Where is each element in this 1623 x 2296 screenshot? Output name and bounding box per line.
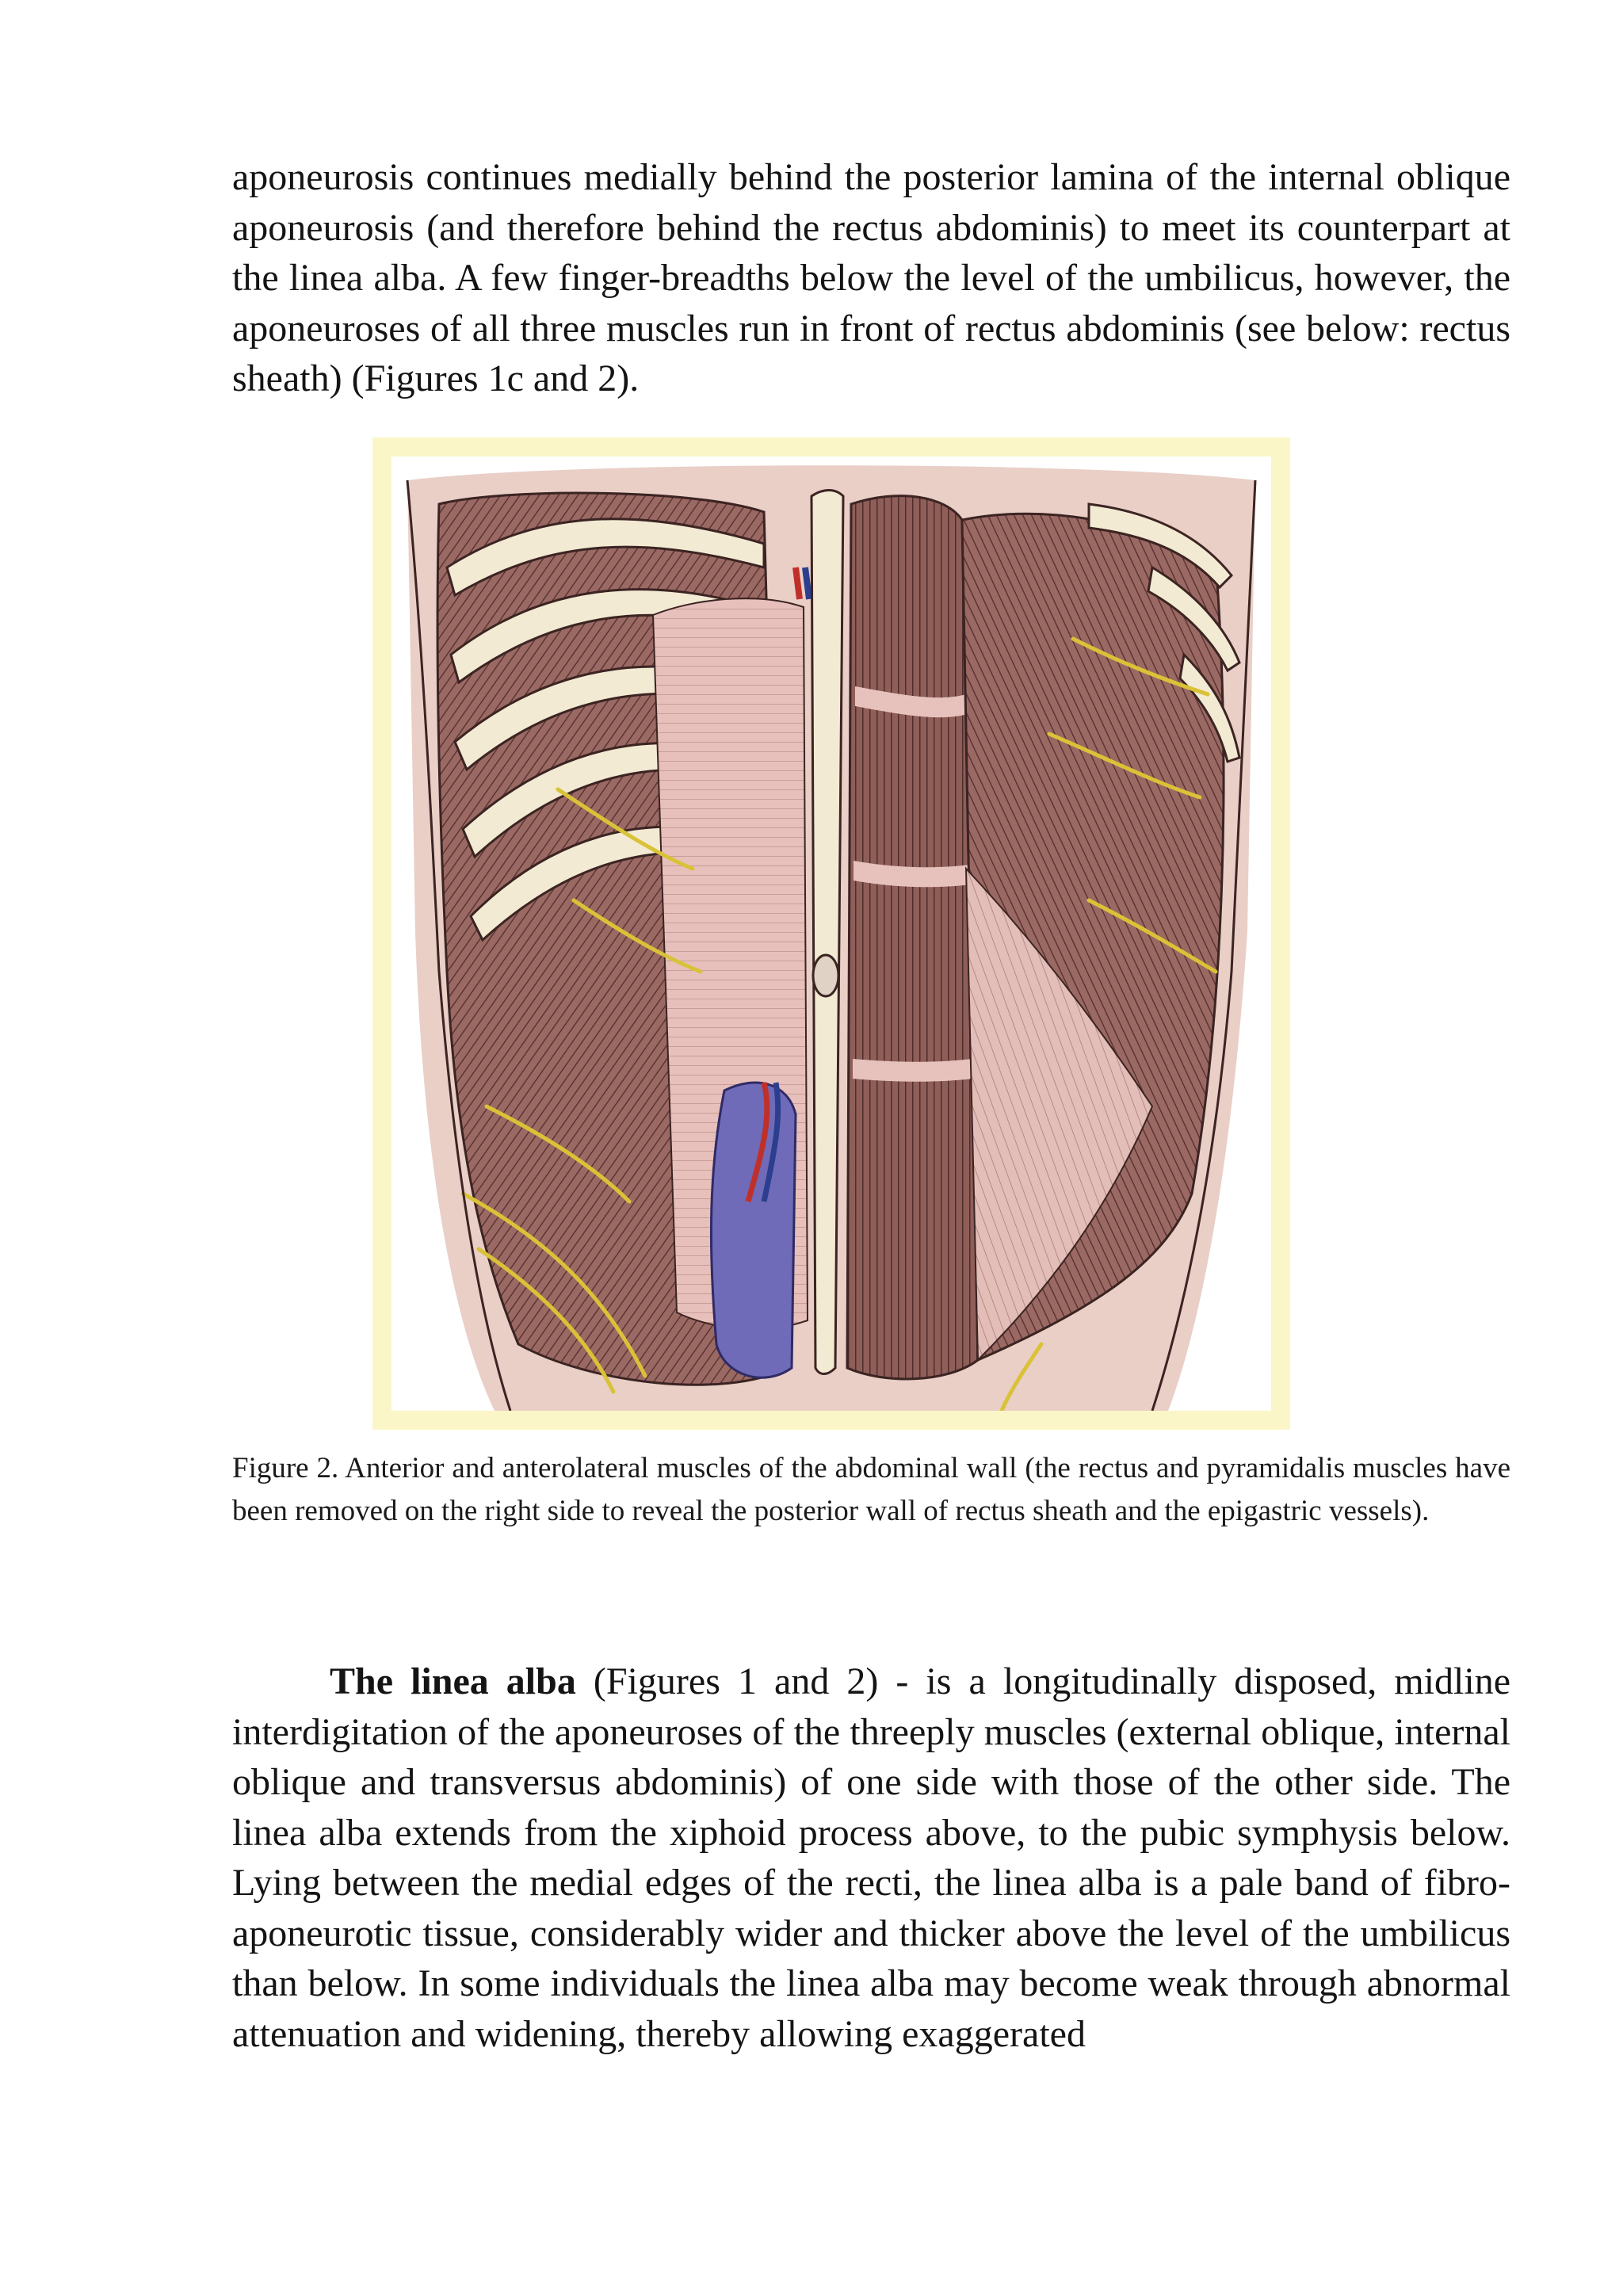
- term-linea-alba: The linea alba: [330, 1660, 576, 1702]
- body-paragraph-bottom: [232, 1656, 1510, 2059]
- abdominal-wall-illustration: [391, 457, 1271, 1411]
- paragraph-bottom-text: (Figures 1 and 2) - is a longitudinally disposed, midline interdigitation of the aponeuroses of the threeply muscles (external oblique, internal oblique and transversus abdominis) of one side with those of the other side. The linea alba extends from the xiphoid process above, to the pubic symphysis below. Lying between the medial edges of the recti, the linea alba is a pale band of fibro-aponeurotic tissue, considerably wider and thicker above the level of the umbilicus than below. In some individuals the linea alba may become weak through abnormal attenuation and widening, thereby allowing exaggerated: [232, 1660, 1511, 2055]
- body-paragraph-top: aponeurosis continues medially behind the posterior lamina of the internal oblique aponeurosis (and therefore behind the rectus abdominis) to meet its counterpart at the linea alba. A few finger-breadths below the level of the umbilicus, however, the aponeuroses of all three muscles run in front of rectus abdominis (see below: rectus sheath) (Figures 1c and 2).: [232, 156, 1510, 399]
- figure-caption: Figure 2. Anterior and anterolateral muscles of the abdominal wall (the rectus and pyramidalis muscles have been removed on the right side to reveal the posterior wall of rectus sheath and the epigastric vessels).: [232, 1452, 1510, 1527]
- anatomy-figure: [372, 437, 1290, 1430]
